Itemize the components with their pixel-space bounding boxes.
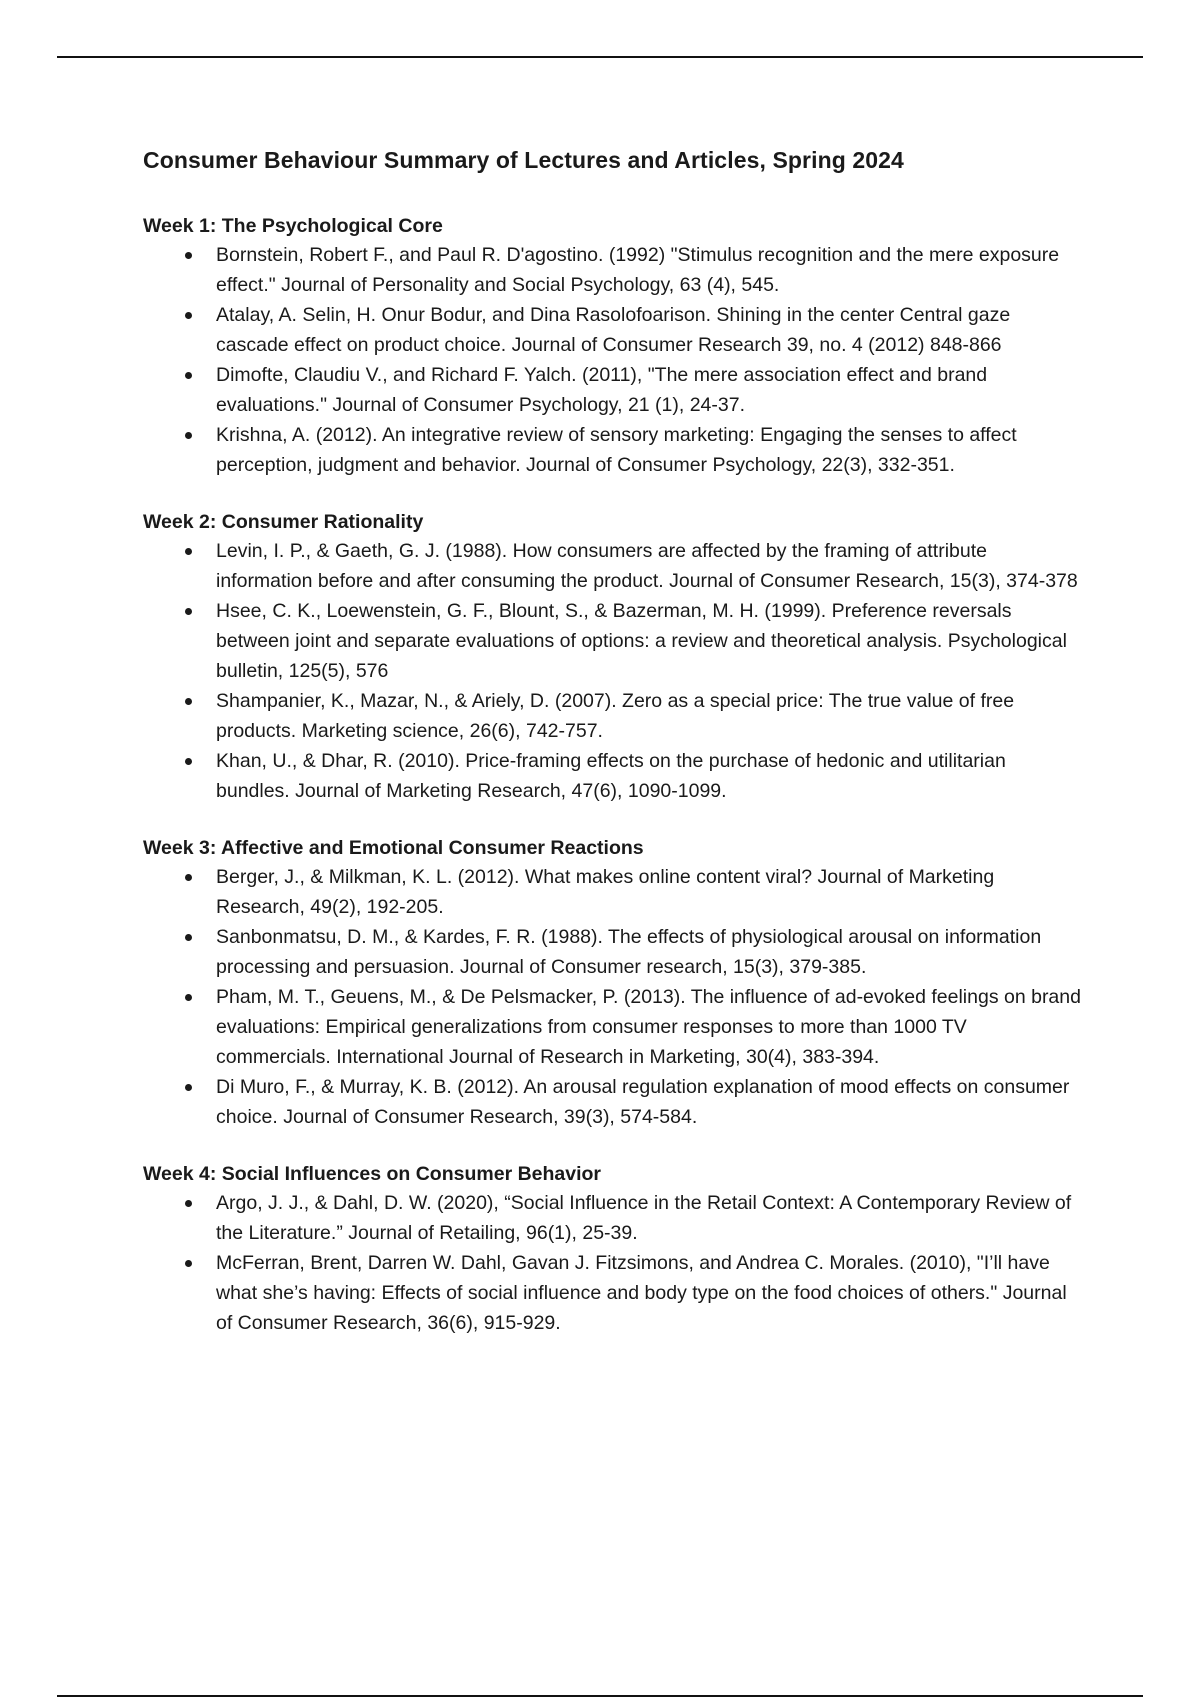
bullet-icon bbox=[185, 994, 192, 1001]
reference-text: Shampanier, K., Mazar, N., & Ariely, D. (2007). Zero as a special price: The true value of free products. Marketing science, 26(6), 742-757. bbox=[216, 690, 1015, 742]
week-1-section bbox=[143, 212, 1083, 480]
week-heading: Week 1: The Psychological Core bbox=[143, 215, 443, 237]
reference-text: Khan, U., & Dhar, R. (2010). Price-framing effects on the purchase of hedonic and utilitarian bundles. Journal of Marketing Research, 47(6), 1090-1099. bbox=[216, 750, 1006, 802]
reference-text: Hsee, C. K., Loewenstein, G. F., Blount, S., & Bazerman, M. H. (1999). Preference reversals between joint and separate evaluations of options: a review and theoretical analysis. Psychological bulletin, 125(5), 576 bbox=[216, 600, 1067, 682]
bullet-icon bbox=[185, 432, 192, 439]
reference-text: Di Muro, F., & Murray, K. B. (2012). An arousal regulation explanation of mood effects on consumer choice. Journal of Consumer Research, 39(3), 574-584. bbox=[216, 1076, 1070, 1128]
bullet-icon bbox=[185, 252, 192, 259]
top-rule bbox=[57, 56, 1143, 58]
bullet-icon bbox=[185, 312, 192, 319]
reference-item bbox=[143, 360, 1083, 420]
bullet-icon bbox=[185, 758, 192, 765]
reference-text: Argo, J. J., & Dahl, D. W. (2020), “Social Influence in the Retail Context: A Contemporary Review of the Literature.” Journal of Retailing, 96(1), 25-39. bbox=[216, 1192, 1072, 1244]
week-4-section bbox=[143, 1160, 1083, 1338]
bullet-icon bbox=[185, 1200, 192, 1207]
reference-item bbox=[143, 1072, 1083, 1132]
bullet-icon bbox=[185, 372, 192, 379]
bullet-icon bbox=[185, 934, 192, 941]
reference-item bbox=[143, 420, 1083, 480]
reference-item bbox=[143, 300, 1083, 360]
week-2-section bbox=[143, 508, 1083, 806]
reference-item bbox=[143, 240, 1083, 300]
reference-text: Krishna, A. (2012). An integrative review of sensory marketing: Engaging the senses to affect perception, judgment and behavior. Journal of Consumer Psychology, 22(3), 332-351. bbox=[216, 424, 1017, 476]
week-3-section bbox=[143, 834, 1083, 1132]
bullet-icon bbox=[185, 1260, 192, 1267]
bullet-icon bbox=[185, 608, 192, 615]
reference-item bbox=[143, 1248, 1083, 1338]
bullet-icon bbox=[185, 1084, 192, 1091]
reference-item bbox=[143, 922, 1083, 982]
bullet-icon bbox=[185, 874, 192, 881]
reference-list bbox=[143, 862, 1083, 1132]
reference-text: McFerran, Brent, Darren W. Dahl, Gavan J. Fitzsimons, and Andrea C. Morales. (2010), "I’ll have what she’s having: Effects of social influence and body type on the food choices of others." Journal of Consumer Research, 36(6), 915-929. bbox=[216, 1252, 1067, 1334]
bullet-icon bbox=[185, 548, 192, 555]
reference-list bbox=[143, 240, 1083, 480]
reference-text: Levin, I. P., & Gaeth, G. J. (1988). How consumers are affected by the framing of attribute information before and after consuming the product. Journal of Consumer Research, 15(3), 374-378 bbox=[216, 540, 1078, 592]
reference-list bbox=[143, 536, 1083, 806]
reference-item bbox=[143, 1188, 1083, 1248]
reference-item bbox=[143, 982, 1083, 1072]
bullet-icon bbox=[185, 698, 192, 705]
reference-text: Sanbonmatsu, D. M., & Kardes, F. R. (1988). The effects of physiological arousal on information processing and persuasion. Journal of Consumer research, 15(3), 379-385. bbox=[216, 926, 1042, 978]
week-heading: Week 2: Consumer Rationality bbox=[143, 511, 424, 533]
week-heading: Week 4: Social Influences on Consumer Behavior bbox=[143, 1163, 602, 1185]
document-body bbox=[143, 142, 1083, 1366]
reference-item bbox=[143, 686, 1083, 746]
reference-text: Berger, J., & Milkman, K. L. (2012). What makes online content viral? Journal of Marketing Research, 49(2), 192-205. bbox=[216, 866, 995, 918]
reference-text: Pham, M. T., Geuens, M., & De Pelsmacker, P. (2013). The influence of ad-evoked feelings on brand evaluations: Empirical generalizations from consumer responses to more than 1000 TV commercials. International Journal of Research in Marketing, 30(4), 383-394. bbox=[216, 986, 1081, 1068]
bottom-rule bbox=[57, 1695, 1143, 1697]
week-heading: Week 3: Affective and Emotional Consumer Reactions bbox=[143, 837, 644, 859]
reference-text: Atalay, A. Selin, H. Onur Bodur, and Dina Rasolofoarison. Shining in the center Central gaze cascade effect on product choice. Journal of Consumer Research 39, no. 4 (2012) 848-866 bbox=[216, 304, 1011, 356]
reference-text: Bornstein, Robert F., and Paul R. D'agostino. (1992) "Stimulus recognition and the mere exposure effect." Journal of Personality and Social Psychology, 63 (4), 545. bbox=[216, 244, 1060, 296]
reference-list bbox=[143, 1188, 1083, 1338]
reference-item bbox=[143, 596, 1083, 686]
reference-item bbox=[143, 746, 1083, 806]
reference-text: Dimofte, Claudiu V., and Richard F. Yalch. (2011), "The mere association effect and brand evaluations." Journal of Consumer Psychology, 21 (1), 24-37. bbox=[216, 364, 988, 416]
reference-item bbox=[143, 536, 1083, 596]
reference-item bbox=[143, 862, 1083, 922]
document-title: Consumer Behaviour Summary of Lectures and Articles, Spring 2024 bbox=[143, 147, 904, 173]
